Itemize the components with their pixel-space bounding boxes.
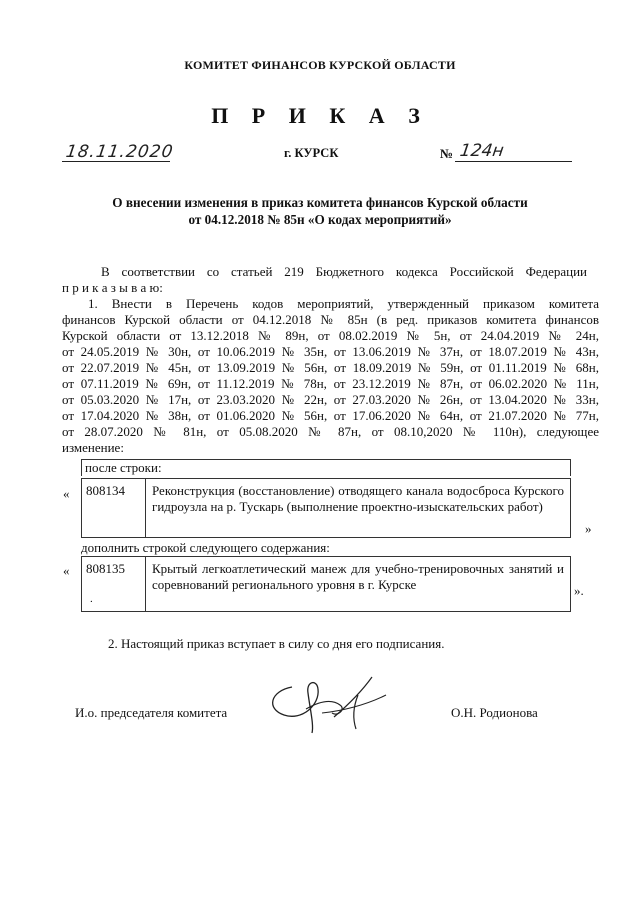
title-line-1: О внесении изменения в приказ комитета финансов Курской области [112, 195, 528, 210]
document-type: П Р И К А З [211, 103, 429, 128]
paragraph-1 [62, 296, 599, 456]
order-number: 124н [458, 141, 505, 161]
date-underline [62, 161, 170, 162]
code-row-808134 [81, 478, 571, 538]
p1-line: от 17.04.2020 № 38н, от 01.06.2020 № 56н, от 17.06.2020 № 64н, от 21.07.2020 № 77н, [62, 408, 599, 423]
row1-close-quote: » [585, 521, 592, 536]
add-row-label: дополнить строкой следующего содержания: [81, 540, 330, 555]
desc-cell: Реконструкция (восстановление) отводящего канала водосброса Курского гидроузла на р. Тускарь (выполнение проектно-изыскательских работ) [152, 483, 564, 514]
number-label: № [440, 146, 454, 161]
title-line-2: от 04.12.2018 № 85н «О кодах мероприятий» [188, 212, 452, 227]
signatory-name: О.Н. Родионова [451, 705, 538, 720]
order-word: п р и к а з ы в а ю: [62, 280, 163, 295]
p1-line: от 05.03.2020 № 17н, от 23.03.2020 № 22н, от 27.03.2020 № 26н, от 13.04.2020 № 33н, [62, 392, 599, 407]
p1-line: 1. Внести в Перечень кодов мероприятий, утвержденный приказом комитета [88, 296, 599, 311]
city: г. КУРСК [284, 146, 339, 160]
number-underline [455, 161, 572, 162]
handwritten-signature [262, 665, 392, 735]
p1-line: Курской области от 13.12.2018 № 89н, от 08.02.2019 № 5н, от 24.04.2019 № 24н, [62, 328, 599, 343]
document-title [60, 194, 580, 228]
order-date: 18.11.2020 [64, 142, 175, 162]
code-cell: 808135 [82, 557, 146, 611]
row1-open-quote: « [63, 486, 70, 501]
p1-line: от 07.11.2019 № 69н, от 11.12.2019 № 78н, от 23.12.2019 № 87н, от 06.02.2020 № 11н, [62, 376, 599, 391]
p1-line: финансов Курской области от 04.12.2018 № 85н (в ред. приказов комитета финансов [62, 312, 599, 327]
p1-line: изменение: [62, 440, 124, 455]
p1-line: от 22.07.2019 № 45н, от 13.09.2019 № 56н, от 18.09.2019 № 59н, от 01.11.2019 № 68н, [62, 360, 599, 375]
organization-name: КОМИТЕТ ФИНАНСОВ КУРСКОЙ ОБЛАСТИ [184, 58, 456, 72]
code-row-808135 [81, 556, 571, 612]
code-cell: 808134 [82, 479, 146, 537]
p1-line: от 28.07.2020 № 81н, от 05.08.2020 № 87н, от 08.10,2020 № 110н), следующее [62, 424, 599, 439]
row2-open-quote: « [63, 563, 70, 578]
row2-note: . [90, 593, 93, 605]
desc-cell: Крытый легкоатлетический манеж для учебно-тренировочных занятий и соревнований регионального уровня в г. Курске [152, 561, 564, 592]
row2-close-quote: ». [574, 583, 584, 598]
after-row-label: после строки: [81, 459, 571, 476]
signatory-position: И.о. председателя комитета [75, 705, 228, 720]
paragraph-2: 2. Настоящий приказ вступает в силу со дня его подписания. [108, 636, 445, 651]
p1-line: от 24.05.2019 № 30н, от 10.06.2019 № 35н, от 13.06.2019 № 37н, от 18.07.2019 № 43н, [62, 344, 599, 359]
intro-text: В соответствии со статьей 219 Бюджетного кодекса Российской Федерации [101, 264, 587, 279]
